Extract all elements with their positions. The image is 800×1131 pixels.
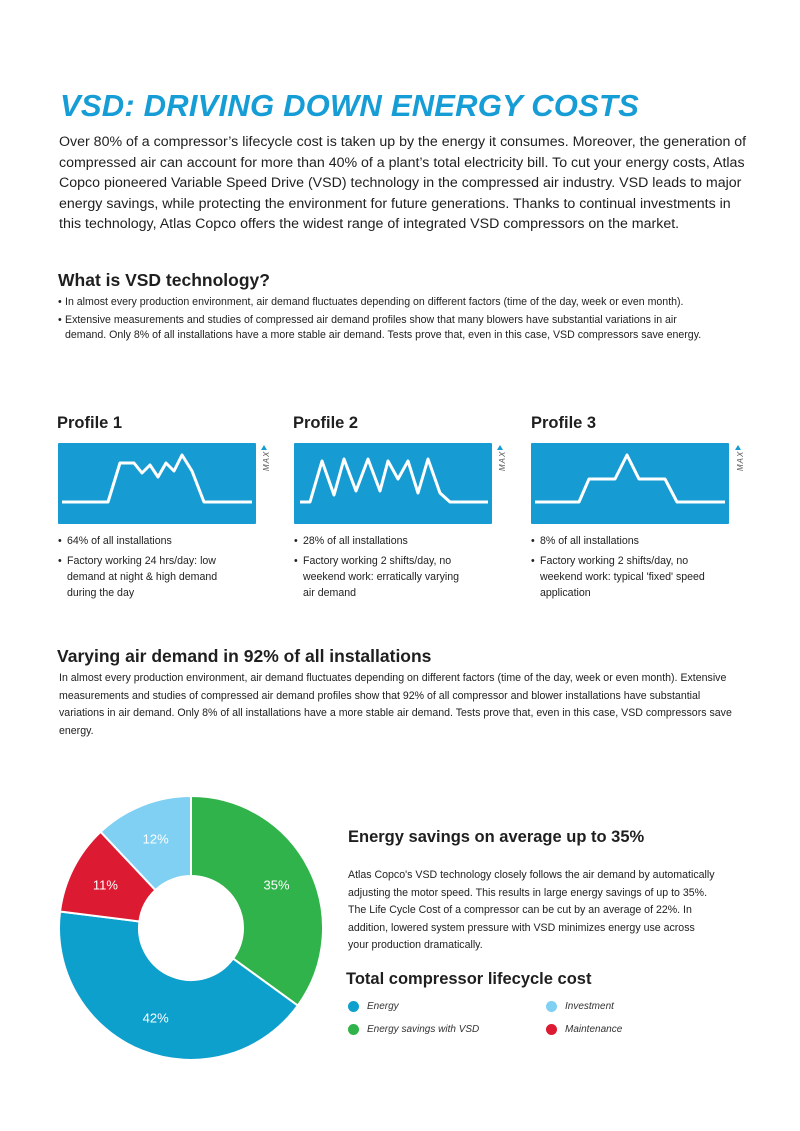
legend-swatch-investment xyxy=(546,1001,557,1012)
max-arrow-icon xyxy=(735,445,741,450)
lifecycle-cost-donut-chart xyxy=(55,792,327,1064)
legend-swatch-energy-savings xyxy=(348,1024,359,1035)
what-is-bullet: • In almost every production environment, air demand fluctuates depending on different factors (time of the day, week or even month). xyxy=(58,296,684,308)
lifecycle-heading: Total compressor lifecycle cost xyxy=(346,970,592,988)
legend-label-investment: Investment xyxy=(565,1001,614,1012)
legend-label-maintenance: Maintenance xyxy=(565,1024,623,1035)
profile-2-graph xyxy=(294,443,492,524)
demand-curve-icon xyxy=(531,443,729,524)
profile-1-graph xyxy=(58,443,256,524)
max-arrow-icon xyxy=(497,445,503,450)
profile-3 xyxy=(531,414,751,604)
profile-2 xyxy=(293,414,513,604)
donut-data-label: 12% xyxy=(142,831,169,847)
page-title: VSD: DRIVING DOWN ENERGY COSTS xyxy=(60,88,639,123)
donut-slice-energy-savings-with-vsd xyxy=(191,796,323,1006)
bullet-dot: • xyxy=(58,314,62,326)
what-is-bullet: • Extensive measurements and studies of compressed air demand profiles show that many blowers have substantial variations in air demand. Only 8% of all installations have a more stable air demand. Tests prove that, even in this case, VSD compressors save energy. xyxy=(58,314,702,341)
demand-curve-icon xyxy=(58,443,256,524)
profile-title: Profile 3 xyxy=(531,414,597,432)
donut-data-label: 35% xyxy=(263,877,290,893)
bullet-dot: • xyxy=(58,296,62,308)
profile-1-bullets: • 64% of all installations • Factory working 24 hrs/day: low demand at night & high demand during the day xyxy=(58,535,218,599)
profile-title: Profile 2 xyxy=(293,414,359,432)
profile-2-bullets: • 28% of all installations • Factory working 2 shifts/day, no weekend work: erratically varying air demand xyxy=(294,535,460,599)
varying-demand-heading: Varying air demand in 92% of all installations xyxy=(57,646,432,666)
donut-data-label: 11% xyxy=(92,877,118,893)
max-label: MAX xyxy=(262,450,271,471)
what-is-vsd-heading: What is VSD technology? xyxy=(58,270,270,290)
energy-savings-heading: Energy savings on average up to 35% xyxy=(348,828,645,846)
max-arrow-icon xyxy=(261,445,267,450)
what-is-vsd-bullets xyxy=(58,295,758,346)
profile-1 xyxy=(57,414,277,604)
legend-swatch-maintenance xyxy=(546,1024,557,1035)
legend-label-energy: Energy xyxy=(367,1001,399,1012)
legend-label-energy-savings: Energy savings with VSD xyxy=(367,1024,480,1035)
demand-curve-icon xyxy=(294,443,492,524)
legend-swatch-energy xyxy=(348,1001,359,1012)
intro-paragraph: Over 80% of a compressor’s lifecycle cost is taken up by the energy it consumes. Moreover, the generation of compressed air can account for more than 40% of a plant’s total electricity bill. To cut your energy costs, Atlas Copco pioneered Variable Speed Drive (VSD) technology in the compressed air industry. VSD leads to major energy savings, while protecting the environment for future generations. Thanks to continual investments in this technology, Atlas Copco offers the widest range of integrated VSD compressors on the market. xyxy=(59,134,747,232)
profile-3-graph xyxy=(531,443,729,524)
profile-title: Profile 1 xyxy=(57,414,123,432)
energy-savings-text: Atlas Copco's VSD technology closely follows the air demand by automatically adjusting the motor speed. This results in large energy savings of up to 35%. The Life Cycle Cost of a compressor can be cut by an average of 22%. In addition, lowered system pressure with VSD minimizes energy use across your production dramatically. xyxy=(348,869,715,951)
varying-demand-text: In almost every production environment, air demand fluctuates depending on different factors (time of the day, week or even month). Extensive measurements and studies of compressed air demand profiles show that 92% of all compressor and blower installations have substantial variations in air demand. Only 8% of all installations have a more stable air demand. Tests prove that, even in this case, VSD compressors save energy. xyxy=(59,672,732,737)
donut-data-label: 42% xyxy=(142,1010,169,1026)
max-label: MAX xyxy=(498,450,507,471)
profile-3-bullets: • 8% of all installations • Factory working 2 shifts/day, no weekend work: typical 'fixed' speed application xyxy=(531,535,705,599)
max-label: MAX xyxy=(736,450,745,471)
